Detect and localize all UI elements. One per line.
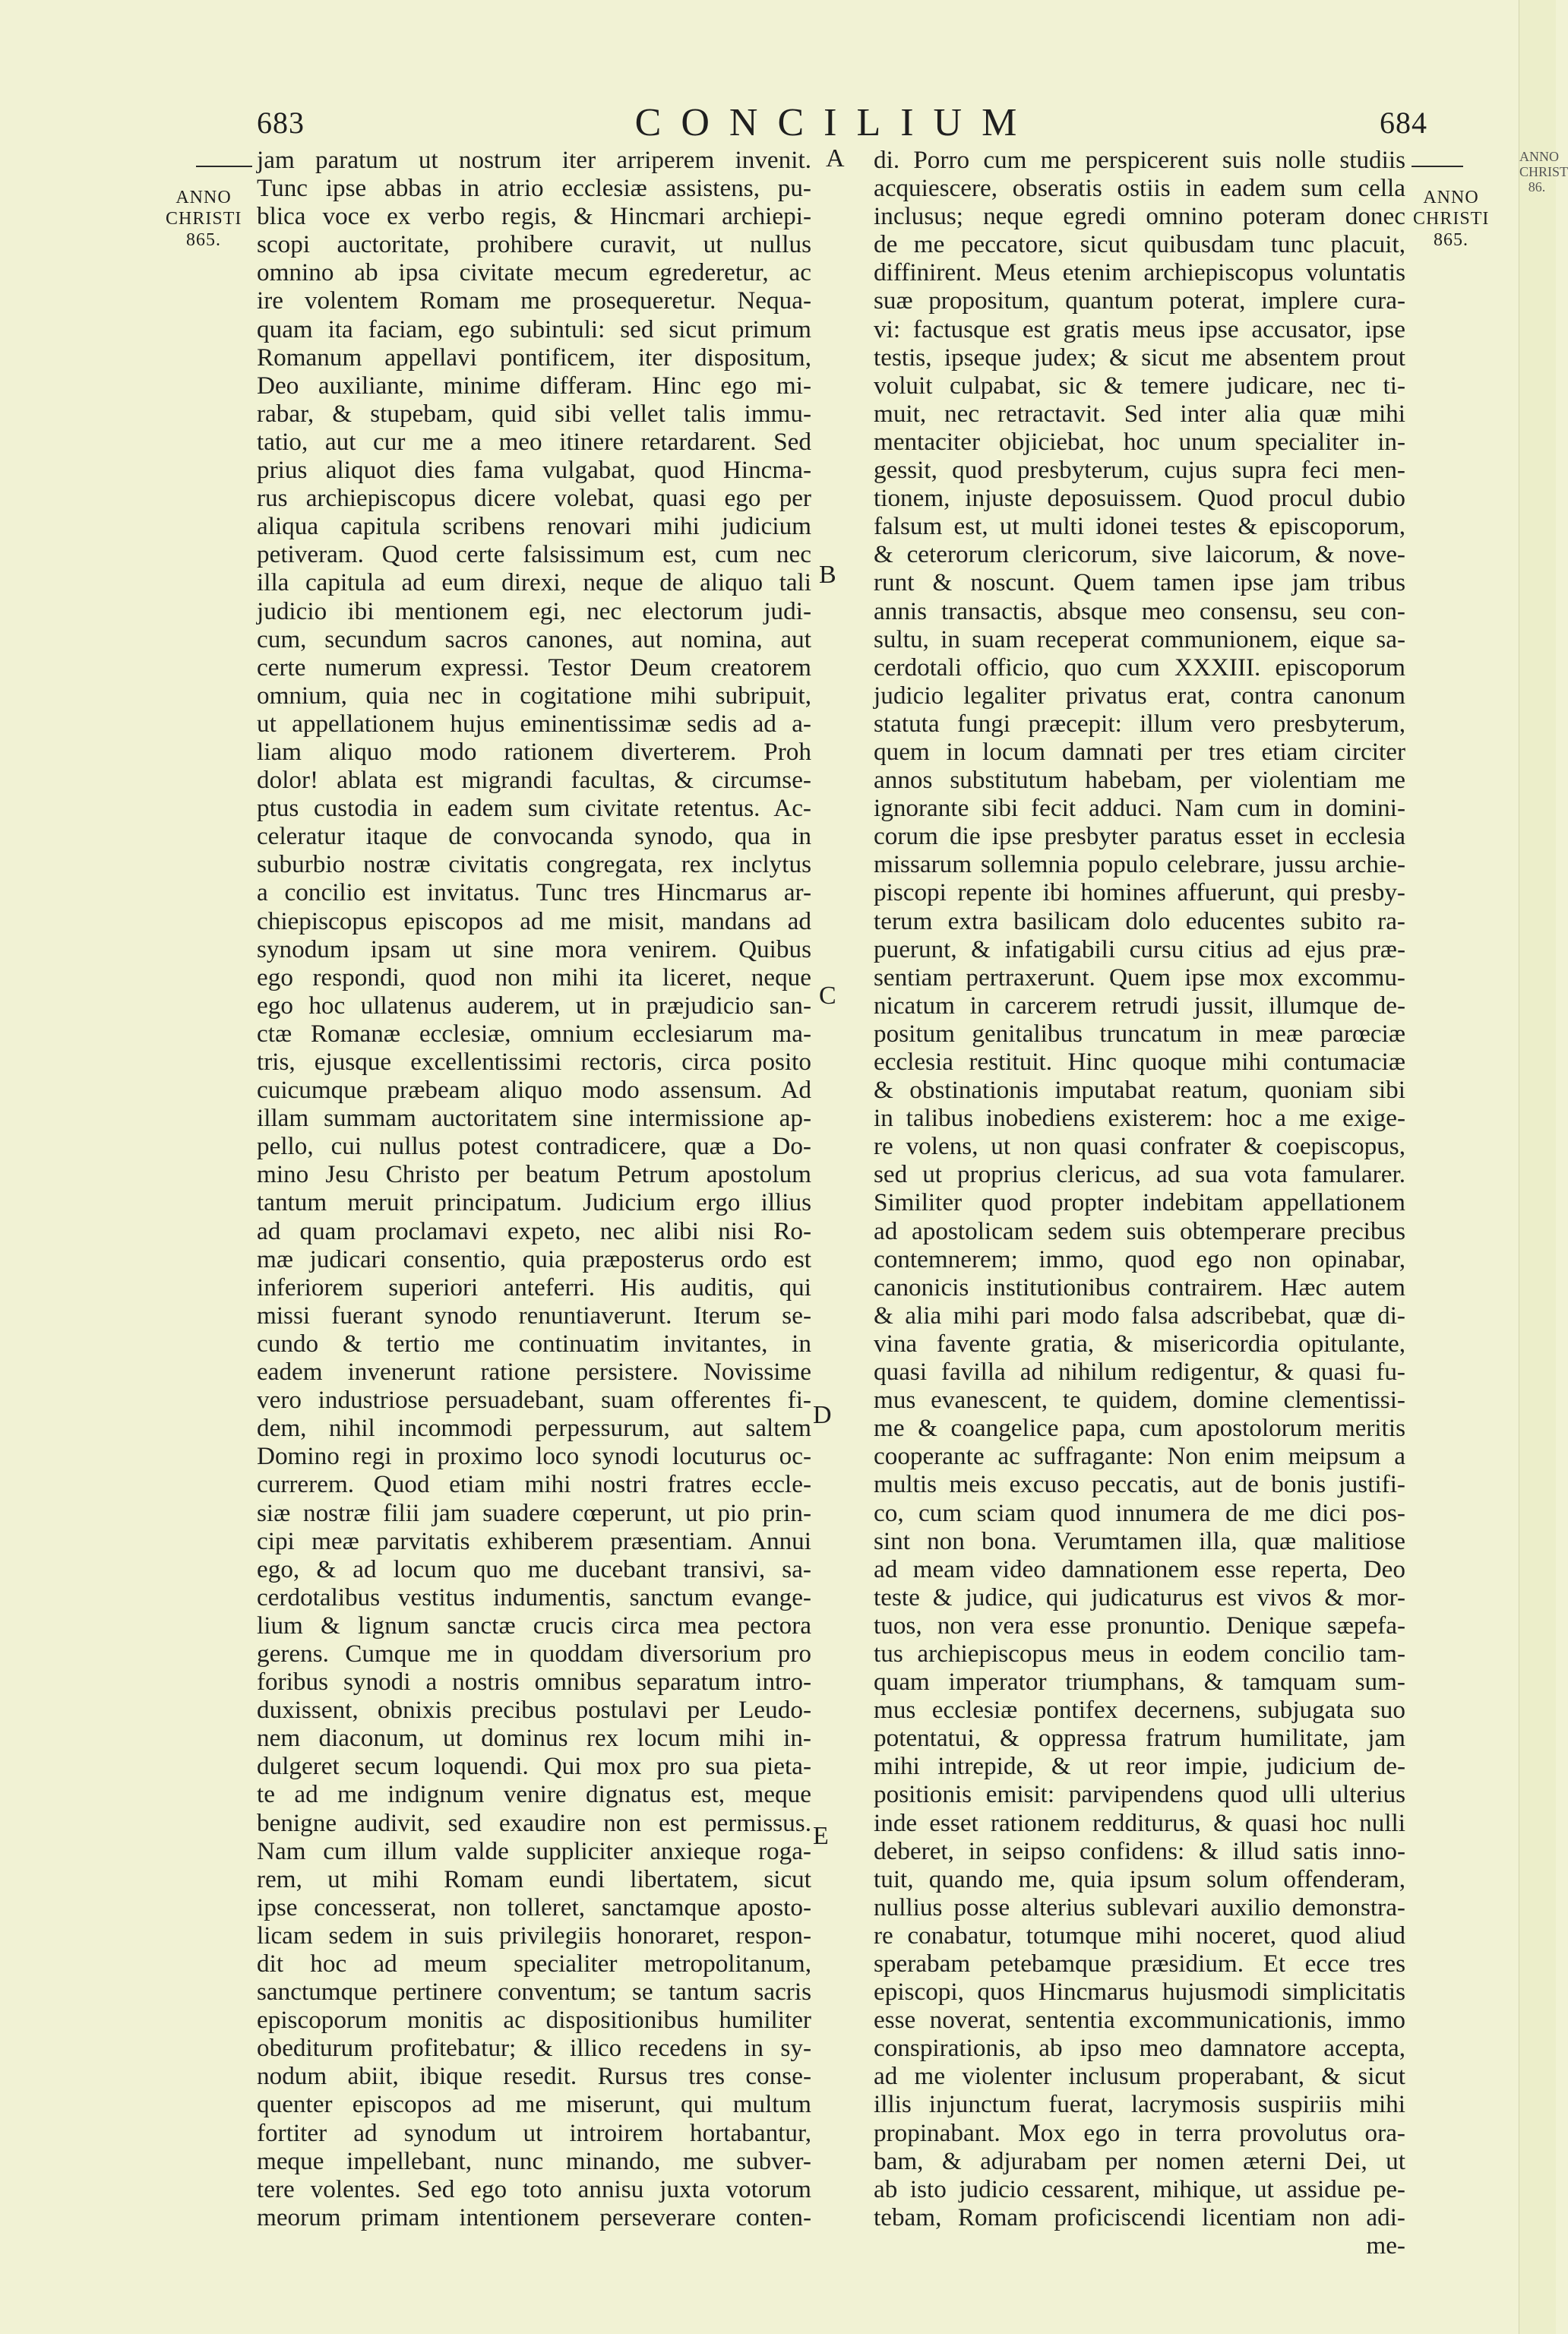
text-line: suburbio nostræ civitatis congregata, rex inclytus	[257, 850, 811, 879]
text-line: sint non bona. Verumtamen illa, quæ malitiose	[874, 1526, 1405, 1555]
text-line: muit, nec retractavit. Sed inter alia quæ mihi	[874, 399, 1405, 428]
text-line: chiepiscopus episcopos ad me misit, mandans ad	[257, 906, 811, 935]
text-line: mihi intrepide, & ut reor impie, judicium de-	[874, 1752, 1405, 1781]
text-line: Romanum appellavi pontificem, iter dispositum,	[257, 343, 811, 372]
right-margin-rule	[1412, 166, 1463, 167]
text-line: meorum primam intentionem perseverare conten-	[257, 2203, 811, 2231]
page-number-right: 684	[1380, 106, 1427, 140]
text-line: in talibus inobediens existerem: hoc a me exige-	[874, 1104, 1405, 1133]
text-line: celeratur itaque de convocanda synodo, qua in	[257, 822, 811, 851]
text-line: tatio, aut cur me a meo itinere retardarent. Sed	[257, 427, 811, 456]
text-line: synodum ipsam ut sine mora venirem. Quibus	[257, 935, 811, 963]
text-line: liam aliquo modo rationem diverterem. Proh	[257, 737, 811, 766]
section-letter-a: A	[826, 144, 845, 172]
text-line: benigne audivit, sed exaudire non est permissus.	[257, 1808, 811, 1837]
text-line: terum extra basilicam dolo educentes subito ra-	[874, 906, 1405, 935]
text-line: vi: factusque est gratis meus ipse accusator, ipse	[874, 315, 1405, 343]
text-line: cum, secundum sacros canones, aut nomina, aut	[257, 625, 811, 653]
text-line: licam sedem in suis privilegiis honoraret, respon-	[257, 1921, 811, 1950]
margin-christi-left: CHRISTI	[166, 209, 242, 229]
text-line: rabar, & stupebam, quid sibi vellet talis immu-	[257, 399, 811, 428]
text-line: tus archiepiscopus meus in eodem concilio tam-	[874, 1639, 1405, 1668]
text-line: sperabam petebamque præsidium. Et ecce tres	[874, 1950, 1405, 1978]
text-line: contemnerem; immo, quod ego non opinabar,	[874, 1244, 1405, 1273]
text-line: prius aliquot dies fama vulgabat, quod Hincma-	[257, 456, 811, 485]
text-line: illam summam auctoritatem sine intermissione ap-	[257, 1104, 811, 1133]
text-line: acquiescere, obseratis ostiis in eadem sum cella	[874, 174, 1405, 203]
text-line: ego hoc ullatenus auderem, ut in præjudicio san-	[257, 991, 811, 1020]
text-line: currerem. Quod etiam mihi nostri fratres eccle-	[257, 1470, 811, 1499]
text-line: & obstinationis imputabat reatum, quoniam sibi	[874, 1076, 1405, 1105]
text-line: re volens, ut non quasi confrater & coepiscopus,	[874, 1132, 1405, 1161]
text-line: me & coangelice papa, cum apostolorum meritis	[874, 1414, 1405, 1443]
text-line: petiveram. Quod certe falsissimum est, cum nec	[257, 540, 811, 569]
text-line: puerunt, & infatigabili cursu citius ad ejus præ-	[874, 935, 1405, 963]
text-line: te ad me indignum venire dignatus est, meque	[257, 1780, 811, 1809]
text-line: illis injunctum fuerat, lacrymosis suspiriis mihi	[874, 2090, 1405, 2119]
text-line: tuos, non vera esse pronuntio. Denique sæpefa-	[874, 1611, 1405, 1640]
text-line: re conabatur, totumque mihi noceret, quod aliud	[874, 1921, 1405, 1950]
text-line: suæ propositum, quantum poterat, implere cura-	[874, 286, 1405, 315]
text-line: inclusus; neque egredi omnino poteram donec	[874, 202, 1405, 231]
text-line: ecclesia restituit. Hinc quoque mihi contumaciæ	[874, 1048, 1405, 1076]
text-line: gerens. Cumque me in quoddam diversorium pro	[257, 1639, 811, 1668]
margin-christi-right: CHRISTI	[1413, 209, 1490, 229]
text-line: cipi meæ parvitatis exhiberem præsentiam. Annui	[257, 1526, 811, 1555]
text-line: dulgeret secum loquendi. Qui mox pro sua pieta-	[257, 1752, 811, 1781]
text-line: vero industriose persuadebant, suam offerentes fi-	[257, 1386, 811, 1415]
text-line: ad me violenter inclusum properabant, & sicut	[874, 2062, 1405, 2091]
text-line: Deo auxiliante, minime differam. Hinc ego mi-	[257, 371, 811, 400]
text-line: mentaciter objiciebat, hoc unum specialiter in-	[874, 427, 1405, 456]
text-line: inde esset rationem redditurus, & quasi hoc nulli	[874, 1808, 1405, 1837]
text-line: episcopi, quos Hincmarus hujusmodi simplicitatis	[874, 1978, 1405, 2007]
text-line: deberet, in seipso confidens: & illud satis inno-	[874, 1836, 1405, 1865]
text-line: Tunc ipse abbas in atrio ecclesiæ assistens, pu-	[257, 174, 811, 203]
section-letter-b: B	[819, 561, 836, 589]
text-line: omnino ab ipsa civitate mecum egrederetur, ac	[257, 258, 811, 287]
right-text-column	[874, 146, 1405, 2260]
text-line: annis transactis, absque meo consensu, seu con-	[874, 596, 1405, 625]
text-line: certe numerum expressi. Testor Deum creatorem	[257, 653, 811, 682]
text-line: siæ nostræ filii jam suadere cœperunt, ut pio prin-	[257, 1498, 811, 1527]
text-line: diffinirent. Meus etenim archiepiscopus voluntatis	[874, 258, 1405, 287]
text-line: nullius posse alterius sublevari auxilio demonstra-	[874, 1893, 1405, 1921]
text-line: illa capitula ad eum direxi, neque de aliquo tali	[257, 568, 811, 597]
text-line: judicio ibi mentionem egi, nec electorum judi-	[257, 596, 811, 625]
facing-page-edge	[1519, 0, 1568, 2334]
text-line: quem in locum damnati per tres etiam circiter	[874, 737, 1405, 766]
text-line: nem diaconum, ut dominus rex locum mihi in-	[257, 1724, 811, 1753]
facing-anno: ANNO	[1519, 149, 1559, 164]
margin-year-left: 865.	[186, 230, 221, 250]
section-letter-d: D	[813, 1401, 832, 1429]
text-line: canonicis institutionibus contrairem. Hæc autem	[874, 1273, 1405, 1301]
text-line: de me peccatore, sicut quibusdam tunc placuit,	[874, 230, 1405, 259]
text-line: quasi favilla ad nihilum redigentur, & quasi fu-	[874, 1358, 1405, 1387]
text-line: ego, & ad locum quo me ducebant transivi, sa-	[257, 1554, 811, 1583]
text-line: scopi auctoritate, prohibere curavit, ut nullus	[257, 230, 811, 259]
text-line: & alia mihi pari modo falsa adscribebat, quæ di-	[874, 1301, 1405, 1330]
text-line: ptus custodia in eadem sum civitate retentus. Ac-	[257, 794, 811, 823]
text-line: foribus synodi a nostris omnibus separatum intro-	[257, 1668, 811, 1697]
text-line: jam paratum ut nostrum iter arriperem invenit.	[257, 146, 811, 174]
facing-page-margin-note	[1519, 149, 1568, 194]
text-line: quenter episcopos ad me miserunt, qui multum	[257, 2090, 811, 2119]
text-line: cundo & tertio me continuatim invitantes, in	[257, 1329, 811, 1358]
section-letter-e: E	[813, 1822, 829, 1850]
text-line: vina favente gratia, & misericordia opitulante,	[874, 1329, 1405, 1358]
text-line: tionem, injuste deposuissem. Quod procul dubio	[874, 484, 1405, 513]
text-line: esse noverat, sententia excommunicationis, immo	[874, 2006, 1405, 2035]
text-line: runt & noscunt. Quem tamen ipse jam tribus	[874, 568, 1405, 597]
text-line: ignorante sibi fecit adduci. Nam cum in domini-	[874, 794, 1405, 823]
text-line: mus evanescent, te quidem, domine clementissi-	[874, 1386, 1405, 1415]
text-line: rem, ut mihi Romam eundi libertatem, sicut	[257, 1864, 811, 1893]
text-line: inferiorem superiori anteferri. His auditis, qui	[257, 1273, 811, 1301]
section-letter-c: C	[819, 982, 836, 1010]
margin-anno-right: ANNO	[1423, 188, 1479, 207]
text-line: mino Jesu Christo per beatum Petrum apostolum	[257, 1160, 811, 1189]
text-line: obediturum profitebatur; & illico recedens in sy-	[257, 2034, 811, 2063]
text-line: episcoporum monitis ac dispositionibus humiliter	[257, 2006, 811, 2035]
running-header	[0, 100, 1556, 146]
text-line: Domino regi in proximo loco synodi locuturus oc-	[257, 1442, 811, 1471]
text-line: pello, cui nullus potest contradicere, quæ a Do-	[257, 1132, 811, 1161]
text-line: sultu, in suam receperat communionem, eique sa-	[874, 625, 1405, 653]
text-line: ad apostolicam sedem suis obtemperare precibus	[874, 1216, 1405, 1245]
facing-year: 86.	[1528, 179, 1546, 194]
text-line: nicatum in carcerem retrudi jussit, illumque de-	[874, 991, 1405, 1020]
text-line: eadem invenerunt ratione persistere. Novissime	[257, 1358, 811, 1387]
text-line: conspirationis, ab ipso meo damnatore accepta,	[874, 2034, 1405, 2063]
text-line: quam ita faciam, ego subintuli: sed sicut primum	[257, 315, 811, 343]
text-line: gessit, quod presbyterum, cujus supra feci men-	[874, 456, 1405, 485]
text-line: dem, nihil incommodi perpessurum, aut saltem	[257, 1414, 811, 1443]
text-line: dolor! ablata est migrandi facultas, & circumse-	[257, 766, 811, 795]
running-title: CONCILIUM	[634, 101, 1037, 144]
text-line: me-	[1366, 2231, 1405, 2260]
text-line: positionis emisit: parvipendens quod ulli ulterius	[874, 1780, 1405, 1809]
text-line: ut appellationem hujus eminentissimæ sedis ad a-	[257, 709, 811, 738]
text-line: lium & lignum sanctæ crucis circa mea pectora	[257, 1611, 811, 1640]
text-line: omnium, quia nec in cogitatione mihi subripuit,	[257, 681, 811, 710]
text-line: cerdotalibus vestitus indumentis, sanctum evange-	[257, 1583, 811, 1611]
text-line: sentiam pertraxerunt. Quem ipse mox excommu-	[874, 963, 1405, 991]
text-line: Nam cum illum valde suppliciter anxieque roga-	[257, 1836, 811, 1865]
text-line: ad quam proclamavi expeto, nec alibi nisi Ro-	[257, 1216, 811, 1245]
text-line: missi fuerant synodo renuntiaverunt. Iterum se-	[257, 1301, 811, 1330]
text-line: a concilio est invitatus. Tunc tres Hincmarus ar-	[257, 878, 811, 907]
margin-note-left	[166, 187, 242, 251]
text-line: dit hoc ad meum specialiter metropolitanum,	[257, 1950, 811, 1978]
text-line: fortiter ad synodum ut introirem hortabantur,	[257, 2118, 811, 2147]
text-line: cerdotali officio, quo cum XXXIII. episcoporum	[874, 653, 1405, 682]
text-line: sed ut proprius clericus, ad sua vota famularer.	[874, 1160, 1405, 1189]
text-line: tebam, Romam proficiscendi licentiam non adi-	[874, 2203, 1405, 2231]
text-line: Similiter quod propter indebitam appellationem	[874, 1188, 1405, 1217]
text-line: annos substitutum habebam, per violentiam me	[874, 766, 1405, 795]
margin-year-right: 865.	[1434, 230, 1468, 250]
page-number-left: 683	[257, 106, 305, 140]
text-line: statuta fungi præcepit: illum vero presbyterum,	[874, 709, 1405, 738]
text-line: ad meam video damnationem esse reperta, Deo	[874, 1554, 1405, 1583]
margin-anno-left: ANNO	[175, 188, 232, 207]
text-line: testis, ipseque judex; & sicut me absentem prout	[874, 343, 1405, 372]
text-line: ctæ Romanæ ecclesiæ, omnium ecclesiarum ma-	[257, 1019, 811, 1048]
margin-note-right	[1413, 187, 1489, 251]
text-line: potentatui, & oppressa fratrum humilitate, jam	[874, 1724, 1405, 1753]
text-line: di. Porro cum me perspicerent suis nolle studiis	[874, 146, 1405, 174]
text-line: missarum sollemnia populo celebrare, jussu archie-	[874, 850, 1405, 879]
text-line: nodum abiit, ibique resedit. Rursus tres conse-	[257, 2062, 811, 2091]
text-line: cooperante ac suffragante: Non enim meipsum a	[874, 1442, 1405, 1471]
left-text-column	[257, 146, 811, 2231]
left-margin-rule	[196, 166, 252, 167]
text-line: bam, & adjurabam per nomen æterni Dei, ut	[874, 2146, 1405, 2175]
text-line: rus archiepiscopus dicere volebat, quasi ego per	[257, 484, 811, 513]
text-line: blica voce ex verbo regis, & Hincmari archiepi-	[257, 202, 811, 231]
text-line: piscopi repente ibi homines affuerunt, qui presby-	[874, 878, 1405, 907]
facing-christi: CHRIST	[1519, 164, 1568, 179]
text-line: multis meis excuso peccatis, aut de bonis justifi-	[874, 1470, 1405, 1499]
text-line: tris, ejusque excellentissimi rectoris, circa posito	[257, 1048, 811, 1076]
text-line: cuicumque præbeam aliquo modo assensum. Ad	[257, 1076, 811, 1105]
text-line: sanctumque pertinere conventum; se tantum sacris	[257, 1978, 811, 2007]
text-line: aliqua capitula scribens renovari mihi judicium	[257, 512, 811, 541]
text-line: mus ecclesiæ pontifex decernens, subjugata suo	[874, 1696, 1405, 1725]
text-line: teste & judice, qui judicaturus est vivos & mor-	[874, 1583, 1405, 1611]
text-line: co, cum sciam quod innumera de me dici pos-	[874, 1498, 1405, 1527]
text-line: judicio legaliter privatus erat, contra canonum	[874, 681, 1405, 710]
text-line: tantum meruit principatum. Judicium ergo illius	[257, 1188, 811, 1217]
text-line: meque impellebant, nunc minando, me subver-	[257, 2146, 811, 2175]
text-line: mæ judicari consentio, quia præposterus ordo est	[257, 1244, 811, 1273]
text-line: tuit, quando me, quia ipsum solum offenderam,	[874, 1864, 1405, 1893]
text-line: & ceterorum clericorum, sive laicorum, & nove-	[874, 540, 1405, 569]
text-line: tere volentes. Sed ego toto annisu juxta votorum	[257, 2174, 811, 2203]
text-line: duxissent, obnixis precibus postulavi per Leudo-	[257, 1696, 811, 1725]
text-line: falsum est, ut multi idonei testes & episcoporum,	[874, 512, 1405, 541]
text-line: ab isto judicio cessarent, mihique, ut assidue pe-	[874, 2174, 1405, 2203]
text-line: positum genitalibus truncatum in meæ parœciæ	[874, 1019, 1405, 1048]
text-line: quam imperator triumphans, & tamquam sum-	[874, 1668, 1405, 1697]
text-line: corum die ipse presbyter paratus esset in ecclesia	[874, 822, 1405, 851]
text-line: ego respondi, quod non mihi ita liceret, neque	[257, 963, 811, 991]
text-line: ipse concesserat, non tolleret, sanctamque aposto-	[257, 1893, 811, 1921]
text-line: voluit culpabat, sic & temere judicare, nec ti-	[874, 371, 1405, 400]
text-line: propinabant. Mox ego in terra provolutus ora-	[874, 2118, 1405, 2147]
text-line: ire volentem Romam me prosequeretur. Nequa-	[257, 286, 811, 315]
